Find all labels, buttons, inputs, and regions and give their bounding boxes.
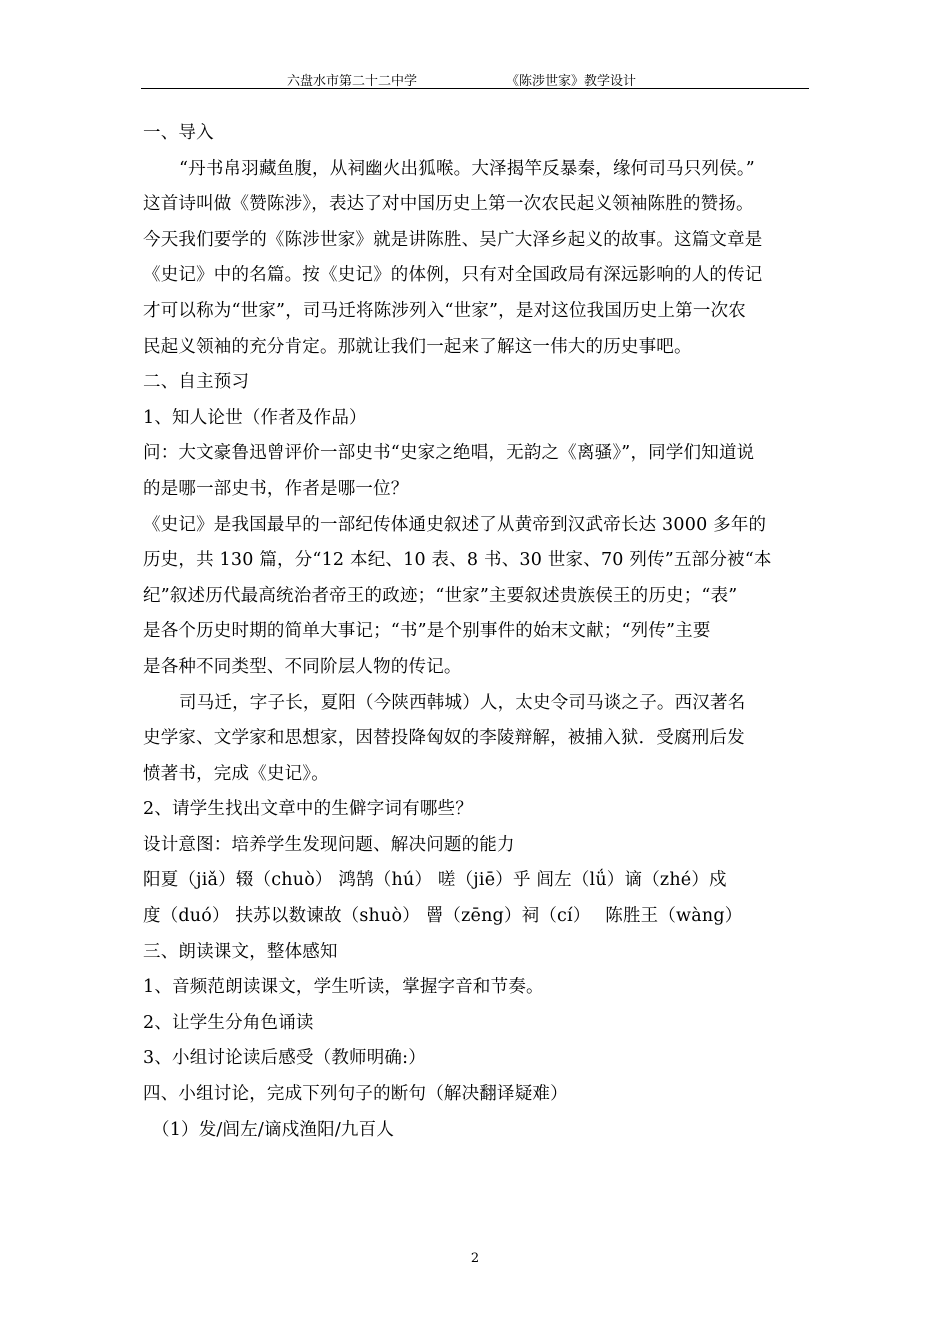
page-number: 2: [470, 1251, 480, 1266]
text-line: 问：大文豪鲁迅曾评价一部史书“史家之绝唱，无韵之《离骚》”，同学们知道说: [143, 443, 755, 464]
text-line: 二、自主预习: [143, 372, 250, 393]
document-body: [143, 116, 811, 1148]
page-header: [141, 70, 809, 89]
text-line: 《史记》中的名篇。按《史记》的体例，只有对全国政局有深远影响的人的传记: [143, 265, 763, 286]
text-line: 设计意图：培养学生发现问题、解决问题的能力: [143, 834, 515, 855]
text-line: 度（duó） 扶苏以数谏故（shuò） 罾（zēng）祠（cí） 陈胜王（wàng）: [143, 906, 743, 927]
text-line: 民起义领袖的充分肯定。那就让我们一起来了解这一伟大的历史事吧。: [143, 336, 692, 357]
text-line: 3、小组讨论读后感受（教师明确:）: [143, 1048, 426, 1069]
text-line: 2、让学生分角色诵读: [143, 1012, 314, 1033]
text-line: 三、朗读课文，整体感知: [143, 941, 338, 962]
text-line: 史学家、文学家和思想家，因替投降匈奴的李陵辩解，被捕入狱．受腐刑后发: [143, 728, 745, 749]
text-line: 才可以称为“世家”，司马迁将陈涉列入“世家”，是对这位我国历史上第一次农: [143, 300, 746, 321]
text-line: 的是哪一部史书，作者是哪一位？: [143, 478, 409, 499]
text-line: 一、导入: [143, 123, 214, 143]
text-line: 是各个历史时期的简单大事记；“书”是个别事件的始末文献；“列传”主要: [143, 621, 711, 642]
header-doc-title: 《陈涉世家》教学设计: [506, 74, 637, 89]
text-line: 历史，共 130 篇，分“12 本纪、10 表、8 书、30 世家、70 列传”五部分被“本: [143, 550, 772, 571]
text-line: 阳夏（jiǎ）辍（chuò） 鸿鹄（hú） 嗟（jiē）乎 闾左（lǘ）谪（zhé）戍: [143, 870, 727, 891]
text-line: “丹书帛羽藏鱼腹，从祠幽火出狐喉。大泽揭竿反暴秦，缘何司马只列侯。”: [179, 158, 755, 179]
header-school: 六盘水市第二十二中学: [287, 74, 418, 89]
text-line: 2、请学生找出文章中的生僻字词有哪些？: [143, 799, 473, 820]
text-line: 愤著书，完成《史记》。: [143, 763, 329, 784]
text-line: 司马迁，字子长，夏阳（今陕西韩城）人，太史令司马谈之子。西汉著名: [179, 692, 746, 713]
text-line: 这首诗叫做《赞陈涉》，表达了对中国历史上第一次农民起义领袖陈胜的赞扬。: [143, 194, 754, 215]
text-line: 四、小组讨论，完成下列句子的断句（解决翻译疑难）: [143, 1084, 568, 1105]
text-line: 纪”叙述历代最高统治者帝王的政迹；“世家”主要叙述贵族侯王的历史；“表”: [143, 585, 738, 606]
text-line: 《史记》是我国最早的一部纪传体通史叙述了从黄帝到汉武帝长达 3000 多年的: [143, 514, 767, 535]
text-line: （1）发/闾左/谪戍渔阳/九百人: [152, 1119, 395, 1140]
text-line: 1、音频范朗读课文，学生听读，掌握字音和节奏。: [143, 977, 544, 998]
text-line: 1、知人论世（作者及作品）: [143, 407, 367, 428]
text-line: 今天我们要学的《陈涉世家》就是讲陈胜、吴广大泽乡起义的故事。这篇文章是: [143, 229, 763, 250]
text-line: 是各种不同类型、不同阶层人物的传记。: [143, 656, 462, 677]
